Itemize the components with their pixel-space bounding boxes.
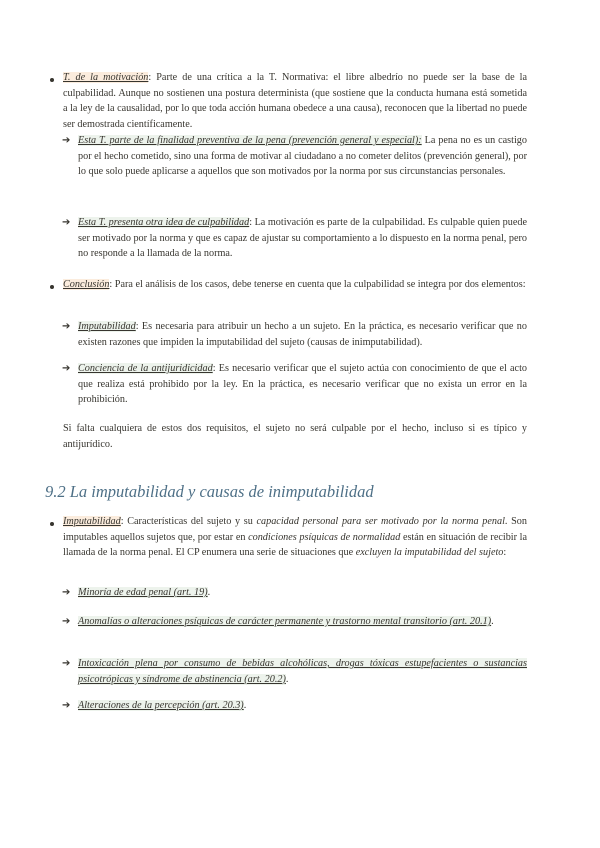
text-imputabilidad-1: : Características del sujeto y su [120,516,257,527]
emphasis-excluyen: excluyen la imputabilidad del sujeto [355,547,504,559]
section-heading: 9.2 La imputabilidad y causas de inimputabilidad [45,482,374,501]
arrow-right-icon: ➔ [62,616,71,627]
text-conclusion: : Para el análisis de los casos, debe tenerse en cuenta que la culpabilidad se integra por dos elementos: [109,279,526,290]
paragraph-imputabilidad-sub [78,319,527,350]
cause-item [78,698,527,714]
emphasis-condiciones: condiciones psíquicas de normalidad [248,531,401,543]
cause-item [78,614,527,630]
text-imputabilidad-3: están en situación de recibir la llamada de la norma penal. El CP enumera una serie de situaciones que [63,531,527,559]
cause-intoxicacion: Intoxicación plena por consumo de bebidas alcohólicas, drogas tóxicas estupefacientes o sustancias psicotrópicas y síndrome de abstinencia (art. 20.2) [78,658,527,685]
term-imputabilidad-sub: Imputabilidad [78,321,136,332]
cause-minoria: Minoría de edad penal (art. 19) [78,587,208,598]
text-motivacion: : Parte de una crítica a la T. Normativa: el libre albedrío no puede ser la base de la culpabilidad. Aunque no sostienen una postura determinista (que sostiene que la conducta humana está sometida a la ley de la causalidad, por lo que toda acción humana obedece a una causa), reconocen que la libertad no puede ser demostrada científicamente. [63,72,527,130]
arrow-right-icon: ➔ [62,658,71,669]
arrow-right-icon: ➔ [62,217,71,228]
paragraph-conciencia [78,361,527,408]
term-conclusion: Conclusión [63,279,110,290]
period: . [207,587,211,598]
text-conciencia: : Es necesario verificar que el sujeto actúa con conocimiento de que el acto que realiza está prohibido por la ley. En la práctica, es necesario verificar que no exista un error en la prohibición. [78,363,528,406]
bullet-dot [50,285,54,289]
term-otra-idea: Esta T. presenta otra idea de culpabilidad [78,217,250,228]
term-imputabilidad-main: Imputabilidad [63,516,121,527]
period: . [243,700,247,711]
paragraph-si-falta: Si falta cualquiera de estos dos requisitos, el sujeto no será culpable por el hecho, incluso si es típico y antijurídico. [63,423,527,450]
paragraph-motivacion [63,70,527,132]
cause-anomalias: Anomalías o alteraciones psíquicas de carácter permanente y trastorno mental transitorio (art. 20.1) [78,616,492,627]
term-finalidad: Esta T. parte de la finalidad preventiva de la pena (prevención general y especial): [78,135,422,146]
term-motivacion: T. de la motivación [63,72,149,83]
text-imputabilidad-4: : [503,547,507,559]
bullet-dot [50,522,54,526]
arrow-right-icon: ➔ [62,321,71,332]
text-imputabilidad-sub: : Es necesaria para atribuir un hecho a un sujeto. En la práctica, es necesario verificar que no existen razones que impiden la imputabilidad del sujeto (causas de inimputabilidad). [78,321,527,348]
period: . [285,673,289,685]
paragraph-otra-idea [78,215,527,262]
emphasis-capacidad: capacidad personal para ser motivado por la norma penal [256,516,505,527]
cause-item [78,656,527,687]
arrow-right-icon: ➔ [62,700,71,711]
text-imputabilidad-2: . Son imputables aquellos sujetos que, por estar en [63,516,527,543]
cause-item [78,585,527,601]
arrow-right-icon: ➔ [62,363,71,374]
paragraph-imputabilidad-main [63,514,527,561]
text-otra-idea: : La motivación es parte de la culpabilidad. Es culpable quien puede ser motivado por la norma y que es capaz de ajustar su comportamiento a lo dispuesto en la norma penal, pero no responde a la llamada de la norma. [78,217,527,260]
text-finalidad: La pena no es un castigo por el hecho cometido, sino una forma de motivar al ciudadano a no cometer delitos (prevención general), por lo que solo puede aplicarse a aquellos que son motivados por la norma por sus circunstancias personales. [78,135,527,178]
paragraph-conclusion [63,277,527,293]
period: . [491,616,494,627]
paragraph-finalidad [78,133,527,180]
bullet-dot [50,78,54,82]
arrow-right-icon: ➔ [62,587,71,598]
cause-percepcion: Alteraciones de la percepción (art. 20.3) [78,700,244,711]
term-conciencia: Conciencia de la antijuridicidad [78,363,213,374]
arrow-right-icon: ➔ [62,135,71,146]
